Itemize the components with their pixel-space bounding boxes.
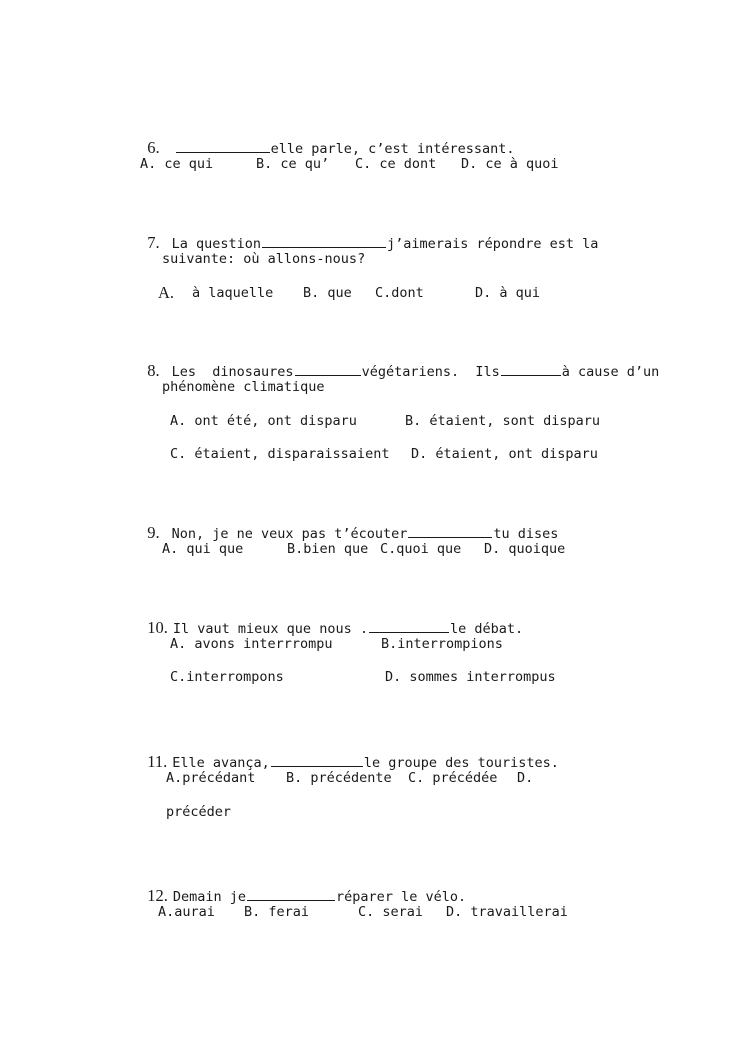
question-text: elle parle, c’est intéressant. — [270, 141, 515, 157]
question-number: 7. — [147, 233, 160, 252]
question-text: tu dises — [493, 526, 559, 542]
option-c[interactable]: C. ce dont — [355, 156, 437, 172]
option-a[interactable]: A. qui que — [162, 541, 244, 557]
question-6 — [131, 121, 514, 158]
option-d[interactable]: D. travaillerai — [446, 904, 568, 920]
question-number: 12. — [147, 886, 168, 905]
question-number: 11. — [147, 752, 168, 771]
answer-blank[interactable] — [369, 619, 449, 633]
option-a[interactable]: A.précédant — [166, 770, 256, 786]
option-a[interactable]: A. ont été, ont disparu — [170, 413, 357, 429]
question-text: réparer le vélo. — [336, 889, 467, 905]
option-a-prefix: A. — [158, 283, 175, 302]
question-text: le débat. — [449, 621, 524, 637]
question-text: Elle avança, — [172, 755, 270, 771]
question-8-line2: phénomène climatique — [162, 379, 325, 395]
answer-blank[interactable] — [295, 362, 361, 376]
option-d[interactable]: D. étaient, ont disparu — [411, 446, 598, 462]
question-text: à cause d’un — [561, 364, 660, 380]
question-8 — [131, 344, 659, 381]
option-d[interactable]: D. — [517, 770, 534, 786]
answer-blank[interactable] — [501, 362, 561, 376]
option-a[interactable]: A.aurai — [158, 904, 215, 920]
question-text: Les dinosaures — [171, 364, 294, 380]
option-d[interactable]: D. à qui — [475, 285, 541, 301]
option-c[interactable]: C.dont — [375, 285, 424, 301]
option-c[interactable]: C.interrompons — [170, 669, 284, 685]
question-9 — [131, 506, 558, 543]
answer-blank[interactable] — [262, 234, 386, 248]
question-number: 8. — [147, 361, 160, 380]
question-text: j’aimerais répondre est la — [387, 236, 599, 252]
question-text: Il vaut mieux que nous . — [172, 621, 368, 637]
option-c[interactable]: C. étaient, disparaissaient — [170, 446, 390, 462]
question-text: Non, je ne veux pas t’écouter — [171, 526, 408, 542]
question-7 — [131, 216, 598, 253]
option-b[interactable]: B. étaient, sont disparu — [405, 413, 601, 429]
question-text: le groupe des touristes. — [363, 755, 559, 771]
answer-blank[interactable] — [247, 887, 335, 901]
option-c[interactable]: C. précédée — [408, 770, 498, 786]
option-b[interactable]: B.bien que — [287, 541, 369, 557]
option-a[interactable]: A. avons interrrompu — [170, 636, 333, 652]
option-c[interactable]: C.quoi que — [380, 541, 462, 557]
answer-blank[interactable] — [271, 753, 363, 767]
question-10 — [131, 601, 523, 638]
answer-blank[interactable] — [408, 524, 492, 538]
option-c[interactable]: C. serai — [358, 904, 424, 920]
option-d-text[interactable]: précéder — [166, 804, 232, 820]
option-a[interactable]: à laquelle — [192, 285, 274, 301]
option-a[interactable]: A. ce qui — [140, 156, 214, 172]
question-number: 10. — [147, 618, 168, 637]
question-text: La question — [171, 236, 262, 252]
option-b[interactable]: B. ferai — [244, 904, 310, 920]
option-d[interactable]: D. ce à quoi — [461, 156, 559, 172]
option-d[interactable]: D. quoique — [484, 541, 566, 557]
option-b[interactable]: B. ce qu’ — [256, 156, 330, 172]
question-number: 9. — [147, 523, 160, 542]
question-12 — [131, 869, 466, 906]
option-b[interactable]: B.interrompions — [381, 636, 503, 652]
question-text: végétariens. Ils — [361, 364, 500, 380]
option-d[interactable]: D. sommes interrompus — [385, 669, 556, 685]
question-number: 6. — [147, 138, 160, 157]
question-11 — [131, 735, 559, 772]
question-7-line2: suivante: où allons-nous? — [162, 251, 366, 267]
option-b[interactable]: B. que — [303, 285, 352, 301]
option-b[interactable]: B. précédente — [286, 770, 392, 786]
question-text: Demain je — [172, 889, 247, 905]
answer-blank[interactable] — [176, 139, 270, 153]
